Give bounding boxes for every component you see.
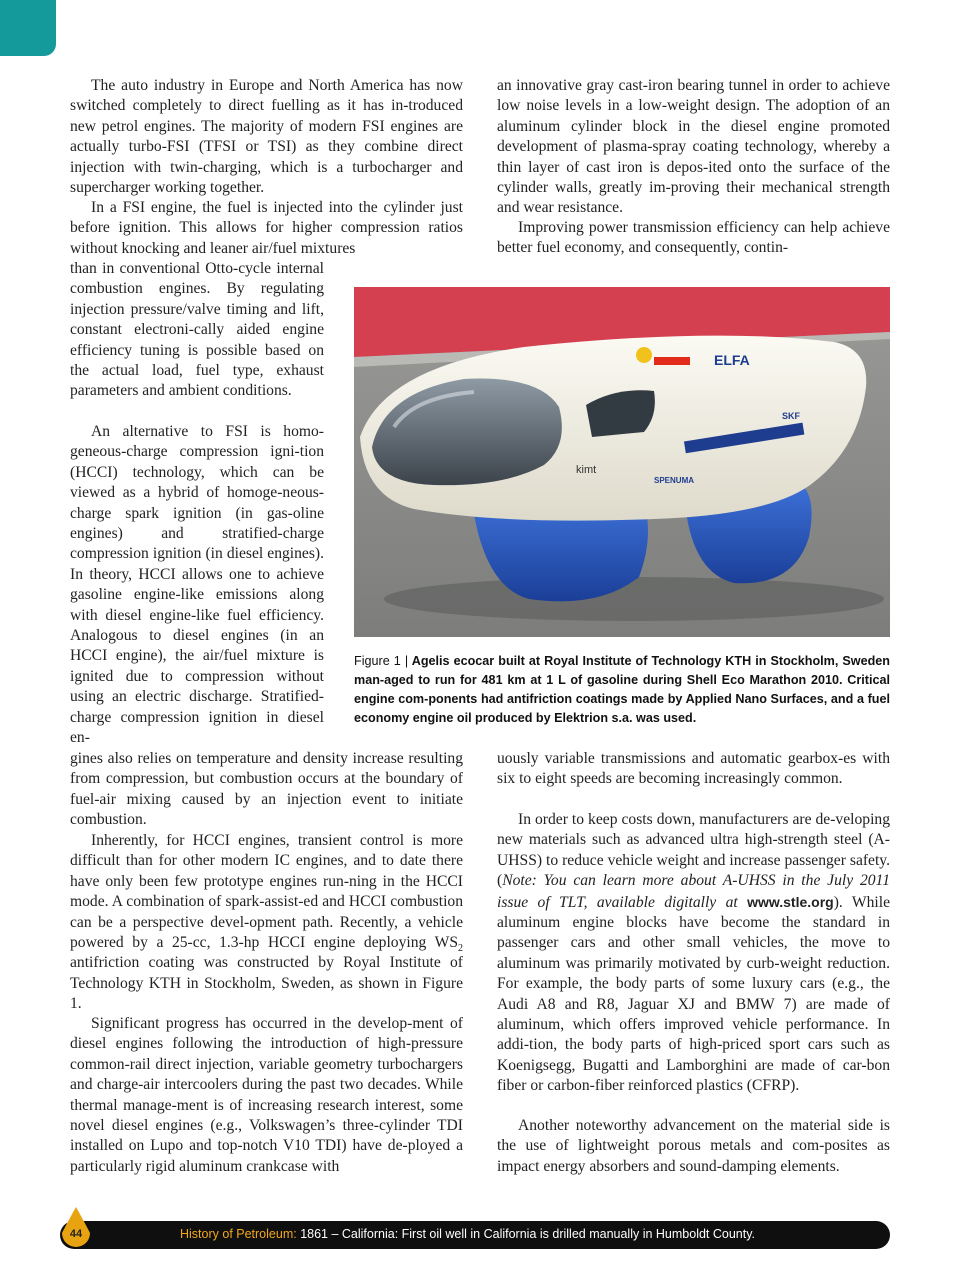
decal-kimt: kimt (576, 464, 597, 476)
stle-website-link[interactable]: www.stle.org (747, 893, 834, 910)
footer-history-text: History of Petroleum: 1861 – California: First oil well in California is drilled manually in Humboldt County. (180, 1227, 756, 1241)
figure-caption: Figure 1 | Agelis ecocar built at Royal Institute of Technology KTH in Stockholm, Sweden man-aged to run for 481 km at 1 L of gasoline during Shell Eco Marathon 2010. Critical engine com-ponents had antifriction coatings made by Applied Nano Surfaces, and a fuel economy engine oil produced by Elektrion s.a. was used. (354, 654, 890, 725)
figure-label: Figure 1 | (354, 654, 409, 668)
corner-accent-tab (0, 0, 56, 56)
left-paragraph-5: Significant progress has occurred in the develop-ment of diesel engines following the introduction of high-pressure common-rail direct injection, variable geometry turbochargers and charge-air intercoolers during the past two decades. While thermal manage-ment is of increasing research interest, some novel diesel engines (e.g., Volkswagen’s three-cylinder TDI installed on Lupo and top-notch V10 TDI) have de-ployed a particularly rigid aluminum crankcase with (70, 1015, 463, 1175)
decal-spenuma: SPENUMA (654, 476, 695, 485)
left-paragraph-4: Inherently, for HCCI engines, transient control is more difficult than for other modern IC engines, and to date there have only been few prototype engines run-ning in the HCCI mode. A combination of spark-assist-ed and HCCI combustion can be a perspective devel-opment path. Recently, a vehicle powered by a 25-cc, 1.3-hp HCCI engine deploying $WS_2$ antifriction coating was constructed by Royal Institute of Technology KTH in Stockholm, Sweden, as shown in Figure 1. (70, 832, 463, 1013)
page-number: 44 (69, 1228, 83, 1240)
ecocar-photo (354, 287, 890, 637)
left-paragraph-3-cont: gines also relies on temperature and density increase resulting from compression, but combustion occurs at the boundary of fuel-air mixing caused by an injection event to initiate combustion. (70, 750, 463, 829)
decal-skf: SKF (782, 411, 800, 421)
right-paragraph-3: uously variable transmissions and automatic gearbox-es with six to eight speeds are becoming increasingly common. (497, 750, 890, 788)
left-paragraph-2-wrap: than in conventional Otto-cycle internal combustion engines. By regulating injection pressure/valve timing and lift, constant electroni-cally aided engine efficiency tuning is possible based on the actual load, fuel type, exhaust parameters and ambient conditions. (70, 260, 324, 400)
decal-elfa: ELFA (714, 352, 750, 368)
right-paragraph-1: an innovative gray cast-iron bearing tunnel in order to achieve low noise levels in a low-weight design. The adoption of an aluminum cylinder block in the diesel engine promoted development of plasma-spray coating technology, whereby a thin layer of cast iron is depos-ited onto the surface of the cylinder walls, greatly im-proving their mechanical strength and wear resistance. (497, 77, 890, 217)
left-paragraph-2-top: In a FSI engine, the fuel is injected into the cylinder just before ignition. This allows for higher compression ratios without knocking and leaner air/fuel mixtures (70, 199, 463, 257)
footer-bar (60, 1221, 890, 1249)
right-paragraph-5: Another noteworthy advancement on the material side is the use of lightweight porous metals and com-posites as impact energy absorbers and sound-damping elements. (497, 1117, 890, 1175)
right-paragraph-4: In order to keep costs down, manufacturers are de-veloping new materials such as advanced ultra high-strength steel (A-UHSS) to reduce vehicle weight and increase passenger safety. (Note: You can learn more about A-UHSS in the July 2011 issue of TLT, available digitally at www.stle.org). While aluminum engine blocks have become the standard in passenger cars and other small vehicles, the move to aluminum was primarily motivated by curb-weight reduction. For example, the body parts of some luxury cars (e.g., the Audi A8 and R8, Jaguar XJ and BMW 7) are made of aluminum, which offers improved vehicle performance. In addi-tion, the body parts of high-priced sport cars such as Koenigsegg, Bugatti and Lamborghini are made of car-bon fiber or carbon-fiber reinforced plastics (CFRP). (497, 811, 890, 1095)
left-paragraph-1: The auto industry in Europe and North America has now switched completely to direct fuelling as it has in-troduced new petrol engines. The majority of modern FSI engines are actually turbo-FSI (TFSI or TSI) as they combine direct injection with twin-charging, which is a turbocharger and supercharger working together. (70, 77, 463, 197)
left-paragraph-3-wrap: An alternative to FSI is homo-geneous-charge compression igni-tion (HCCI) technology, which can be viewed as a hybrid of homoge-neous-charge spark ignition (in gas-oline engines) and stratified-charge compression ignition (in diesel engines). In theory, HCCI allows one to achieve gasoline engine-like emissions along with diesel engine-like fuel efficiency. Analogous to diesel engines (in an HCCI engine), the air/fuel mixture is ignited due to compression without using an electric discharge. Stratified-charge compression ignition in diesel en- (70, 423, 324, 747)
right-paragraph-2: Improving power transmission efficiency can help achieve better fuel economy, and consequently, contin- (497, 219, 890, 257)
oil-drop-icon (58, 1205, 94, 1249)
